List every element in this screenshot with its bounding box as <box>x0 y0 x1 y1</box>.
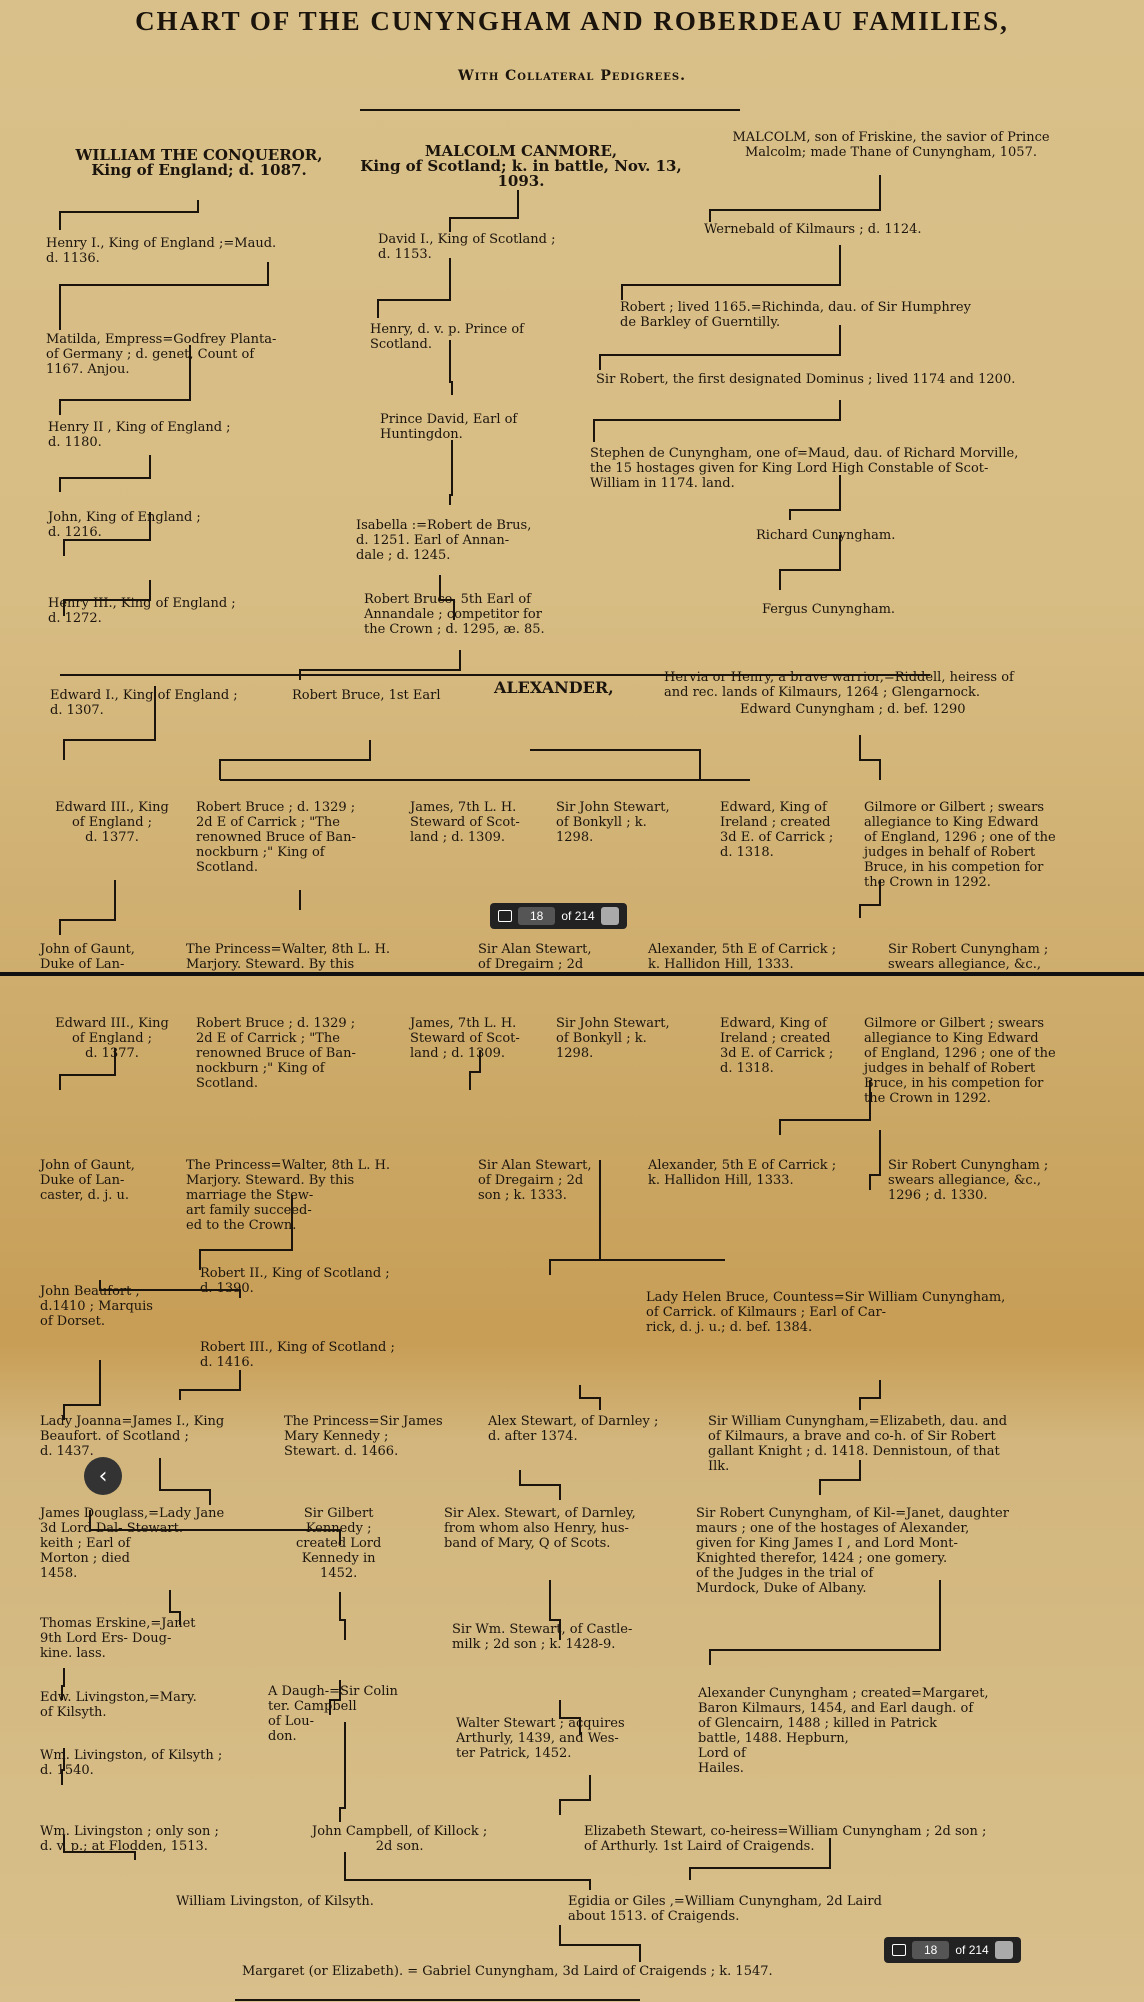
entry-thomas-erskine: Thomas Erskine,=Janet 9th Lord Ers- Doug- kine. lass. <box>40 1616 196 1661</box>
entry-edward-iii-top: Edward III., King of England ; d. 1377. <box>55 800 169 845</box>
filmstrip-icon[interactable] <box>498 910 512 922</box>
entry-elizabeth-stewart: Elizabeth Stewart, co-heiress=William Cunyngham ; 2d son ; of Arthurly. 1st Laird of Craigends. <box>584 1824 987 1854</box>
entry-princess-mary: The Princess=Sir James Mary Kennedy ; Stewart. d. 1466. <box>284 1414 443 1459</box>
entry-james-douglas: James Douglass,=Lady Jane 3d Lord Dal- Stewart. keith ; Earl of Morton ; died 1458. <box>40 1506 225 1581</box>
entry-john-gaunt-top: John of Gaunt, Duke of Lan- <box>40 942 135 972</box>
entry-edward-cunyngham: Edward Cunyngham ; d. bef. 1290 <box>740 702 966 717</box>
entry-stephen-cunyngham: Stephen de Cunyngham, one of=Maud, dau. of Richard Morville, the 15 hostages given for King Lord High Constable of Scot- William in 1174. land. <box>590 446 1019 491</box>
entry-gilmore: Gilmore or Gilbert ; swears allegiance to King Edward of England, 1296 ; one of the judges in behalf of Robert Bruce, in his competion for the Crown in 1292. <box>864 1016 1056 1106</box>
entry-sir-john-stewart: Sir John Stewart, of Bonkyll ; k. 1298. <box>556 1016 670 1061</box>
entry-sir-robert-c-top: Sir Robert Cunyngham ; swears allegiance, &c., <box>888 942 1049 972</box>
entry-matilda: Matilda, Empress=Godfrey Planta- of Germany ; d. genet, Count of 1167. Anjou. <box>46 332 277 377</box>
entry-isabella: Isabella :=Robert de Brus, d. 1251. Earl of Annan- dale ; d. 1245. <box>356 518 532 563</box>
entry-wm-livingston-only: Wm. Livingston ; only son ; d. v. p.; at Flodden, 1513. <box>40 1824 219 1854</box>
entry-sir-william-kilmaurs: Sir William Cunyngham,=Elizabeth, dau. and of Kilmaurs, a brave and co-h. of Sir Robert gallant Knight ; d. 1418. Dennistoun, of that Ilk. <box>708 1414 1008 1474</box>
entry-robert-iii: Robert III., King of Scotland ; d. 1416. <box>200 1340 395 1370</box>
entry-sir-robert-c: Sir Robert Cunyngham ; swears allegiance, &c., 1296 ; d. 1330. <box>888 1158 1049 1203</box>
page-indicator-bottom[interactable] <box>884 1937 1021 1963</box>
entry-margaret-gabriel: Margaret (or Elizabeth). = Gabriel Cunyngham, 3d Laird of Craigends ; k. 1547. <box>242 1964 773 1979</box>
entry-edward-i: Edward I., King of England ; d. 1307. <box>50 688 238 718</box>
entry-henry-i: Henry I., King of England ;=Maud. d. 1136. <box>46 236 277 266</box>
entry-sir-john-stewart-top: Sir John Stewart, of Bonkyll ; k. 1298. <box>556 800 670 845</box>
entry-james-7th: James, 7th L. H. Steward of Scot- land ; d. 1309. <box>410 1016 520 1061</box>
page-number[interactable]: 18 <box>518 907 555 925</box>
entry-sir-robert-kilmaurs: Sir Robert Cunyngham, of Kil-=Janet, daughter maurs ; one of the hostages of Alexander, given for King James I , and Lord Mont- Knighted therefor, 1424 ; one gomery. of the Judges in the trial of Murdock, Duke of Albany. <box>696 1506 1009 1596</box>
entry-sir-alex-darnley: Sir Alex. Stewart, of Darnley, from whom also Henry, hus- band of Mary, Q of Scots. <box>444 1506 636 1551</box>
entry-henry-iii: Henry III., King of England ; d. 1272. <box>48 596 236 626</box>
entry-john-gaunt: John of Gaunt, Duke of Lan- caster, d. j. u. <box>40 1158 135 1203</box>
entry-gilmore-top: Gilmore or Gilbert ; swears allegiance to King Edward of England, 1296 ; one of the judges in behalf of Robert Bruce, in his competion for the Crown in 1292. <box>864 800 1056 890</box>
entry-daughter-campbell: A Daugh-=Sir Colin ter. Campbell of Lou- don. <box>268 1684 398 1744</box>
scan-split-divider <box>0 972 1144 976</box>
entry-david-i: David I., King of Scotland ; d. 1153. <box>378 232 556 262</box>
entry-william-livingston: William Livingston, of Kilsyth. <box>176 1894 374 1909</box>
entry-malcolm-canmore: MALCOLM CANMORE, King of Scotland; k. in battle, Nov. 13, 1093. <box>360 142 682 190</box>
page-count: of 214 <box>561 909 595 923</box>
chart-title: CHART OF THE CUNYNGHAM AND ROBERDEAU FAMILIES, <box>135 6 1009 36</box>
page-indicator-top[interactable] <box>490 903 627 929</box>
entry-edward-ireland: Edward, King of Ireland ; created 3d E. of Carrick ; d. 1318. <box>720 1016 834 1076</box>
entry-helen-bruce: Lady Helen Bruce, Countess=Sir William Cunyngham, of Carrick. of Kilmaurs ; Earl of Car- rick, d. j. u.; d. bef. 1384. <box>646 1290 1006 1335</box>
reader-icon[interactable] <box>995 1941 1013 1959</box>
entry-robert-ii: Robert II., King of Scotland ; d. 1390. <box>200 1266 390 1296</box>
entry-edward-iii: Edward III., King of England ; d. 1377. <box>55 1016 169 1061</box>
entry-wm-livingston-kilsyth: Wm. Livingston, of Kilsyth ; d. 1540. <box>40 1748 223 1778</box>
page-number[interactable]: 18 <box>912 1941 949 1959</box>
entry-robert-bruce-1st: Robert Bruce, 1st Earl <box>292 688 441 703</box>
page-count: of 214 <box>955 1943 989 1957</box>
entry-john-beaufort: John Beaufort ; d.1410 ; Marquis of Dorset. <box>40 1284 153 1329</box>
reader-icon[interactable] <box>601 907 619 925</box>
entry-malcolm-friskine: MALCOLM, son of Friskine, the savior of Prince Malcolm; made Thane of Cunyngham, 1057. <box>732 130 1050 160</box>
entry-sir-alan-top: Sir Alan Stewart, of Dregairn ; 2d <box>478 942 592 972</box>
entry-edward-ireland-top: Edward, King of Ireland ; created 3d E. of Carrick ; d. 1318. <box>720 800 834 860</box>
entry-robert-bruce-king-top: Robert Bruce ; d. 1329 ; 2d E of Carrick ; "The renowned Bruce of Ban- nockburn ;" King of Scotland. <box>196 800 356 875</box>
entry-sir-alan: Sir Alan Stewart, of Dregairn ; 2d son ; k. 1333. <box>478 1158 592 1203</box>
entry-alexander-5th-top: Alexander, 5th E of Carrick ; k. Hallidon Hill, 1333. <box>648 942 837 972</box>
entry-robert-richinda: Robert ; lived 1165.=Richinda, dau. of Sir Humphrey de Barkley of Guerntilly. <box>620 300 971 330</box>
entry-james-7th-top: James, 7th L. H. Steward of Scot- land ; d. 1309. <box>410 800 520 845</box>
chart-subtitle: With Collateral Pedigrees. <box>457 68 687 84</box>
filmstrip-icon[interactable] <box>892 1944 906 1956</box>
entry-robert-bruce-5th: Robert Bruce, 5th Earl of Annandale ; competitor for the Crown ; d. 1295, æ. 85. <box>364 592 545 637</box>
entry-richard-cunyngham: Richard Cunyngham. <box>756 528 896 543</box>
entry-fergus-cunyngham: Fergus Cunyngham. <box>762 602 896 617</box>
entry-john-king: John, King of England ; d. 1216. <box>48 510 201 540</box>
entry-alexander-5th: Alexander, 5th E of Carrick ; k. Hallidon Hill, 1333. <box>648 1158 837 1188</box>
entry-walter-stewart: Walter Stewart ; acquires Arthurly, 1439, and Wes- ter Patrick, 1452. <box>456 1716 625 1761</box>
chevron-left-icon[interactable]: ‹ <box>84 1457 122 1495</box>
entry-alex-darnley: Alex Stewart, of Darnley ; d. after 1374. <box>488 1414 659 1444</box>
entry-sir-wm-castlemilk: Sir Wm. Stewart, of Castle- milk ; 2d son ; k. 1428-9. <box>452 1622 633 1652</box>
entry-alexander: ALEXANDER, <box>494 678 614 697</box>
entry-sir-robert-dominus: Sir Robert, the first designated Dominus ; lived 1174 and 1200. <box>596 372 1016 387</box>
entry-william-conqueror: WILLIAM THE CONQUEROR, King of England; d. 1087. <box>75 146 323 179</box>
entry-prince-david: Prince David, Earl of Huntingdon. <box>380 412 518 442</box>
entry-wernebald: Wernebald of Kilmaurs ; d. 1124. <box>704 222 922 237</box>
entry-henry-prince: Henry, d. v. p. Prince of Scotland. <box>370 322 524 352</box>
entry-edw-livingston: Edw. Livingston,=Mary. of Kilsyth. <box>40 1690 197 1720</box>
entry-john-campbell: John Campbell, of Killock ; 2d son. <box>312 1824 488 1854</box>
entry-princess-marjory: The Princess=Walter, 8th L. H. Marjory. Steward. By this marriage the Stew- art family succeed- ed to the Crown. <box>186 1158 391 1233</box>
entry-lady-joanna: Lady Joanna=James I., King Beaufort. of Scotland ; d. 1437. <box>40 1414 225 1459</box>
entry-henry-ii: Henry II , King of England ; d. 1180. <box>48 420 231 450</box>
entry-hervia: Hervia or Henry, a brave warrior,=Riddell, heiress of and rec. lands of Kilmaurs, 1264 ; Glengarnock. <box>664 670 1014 700</box>
entry-gilbert-kennedy: Sir Gilbert Kennedy ; created Lord Kennedy in 1452. <box>296 1506 382 1581</box>
entry-alexander-glencairn: Alexander Cunyngham ; created=Margaret, Baron Kilmaurs, 1454, and Earl daugh. of of Glencairn, 1488 ; killed in Patrick battle, 1488. Hepburn, Lord of Hailes. <box>698 1686 989 1776</box>
entry-princess-marjory-top: The Princess=Walter, 8th L. H. Marjory. Steward. By this <box>186 942 391 972</box>
entry-robert-bruce-king: Robert Bruce ; d. 1329 ; 2d E of Carrick ; "The renowned Bruce of Ban- nockburn ;" King of Scotland. <box>196 1016 356 1091</box>
entry-egidia: Egidia or Giles ,=William Cunyngham, 2d Laird about 1513. of Craigends. <box>568 1894 882 1924</box>
